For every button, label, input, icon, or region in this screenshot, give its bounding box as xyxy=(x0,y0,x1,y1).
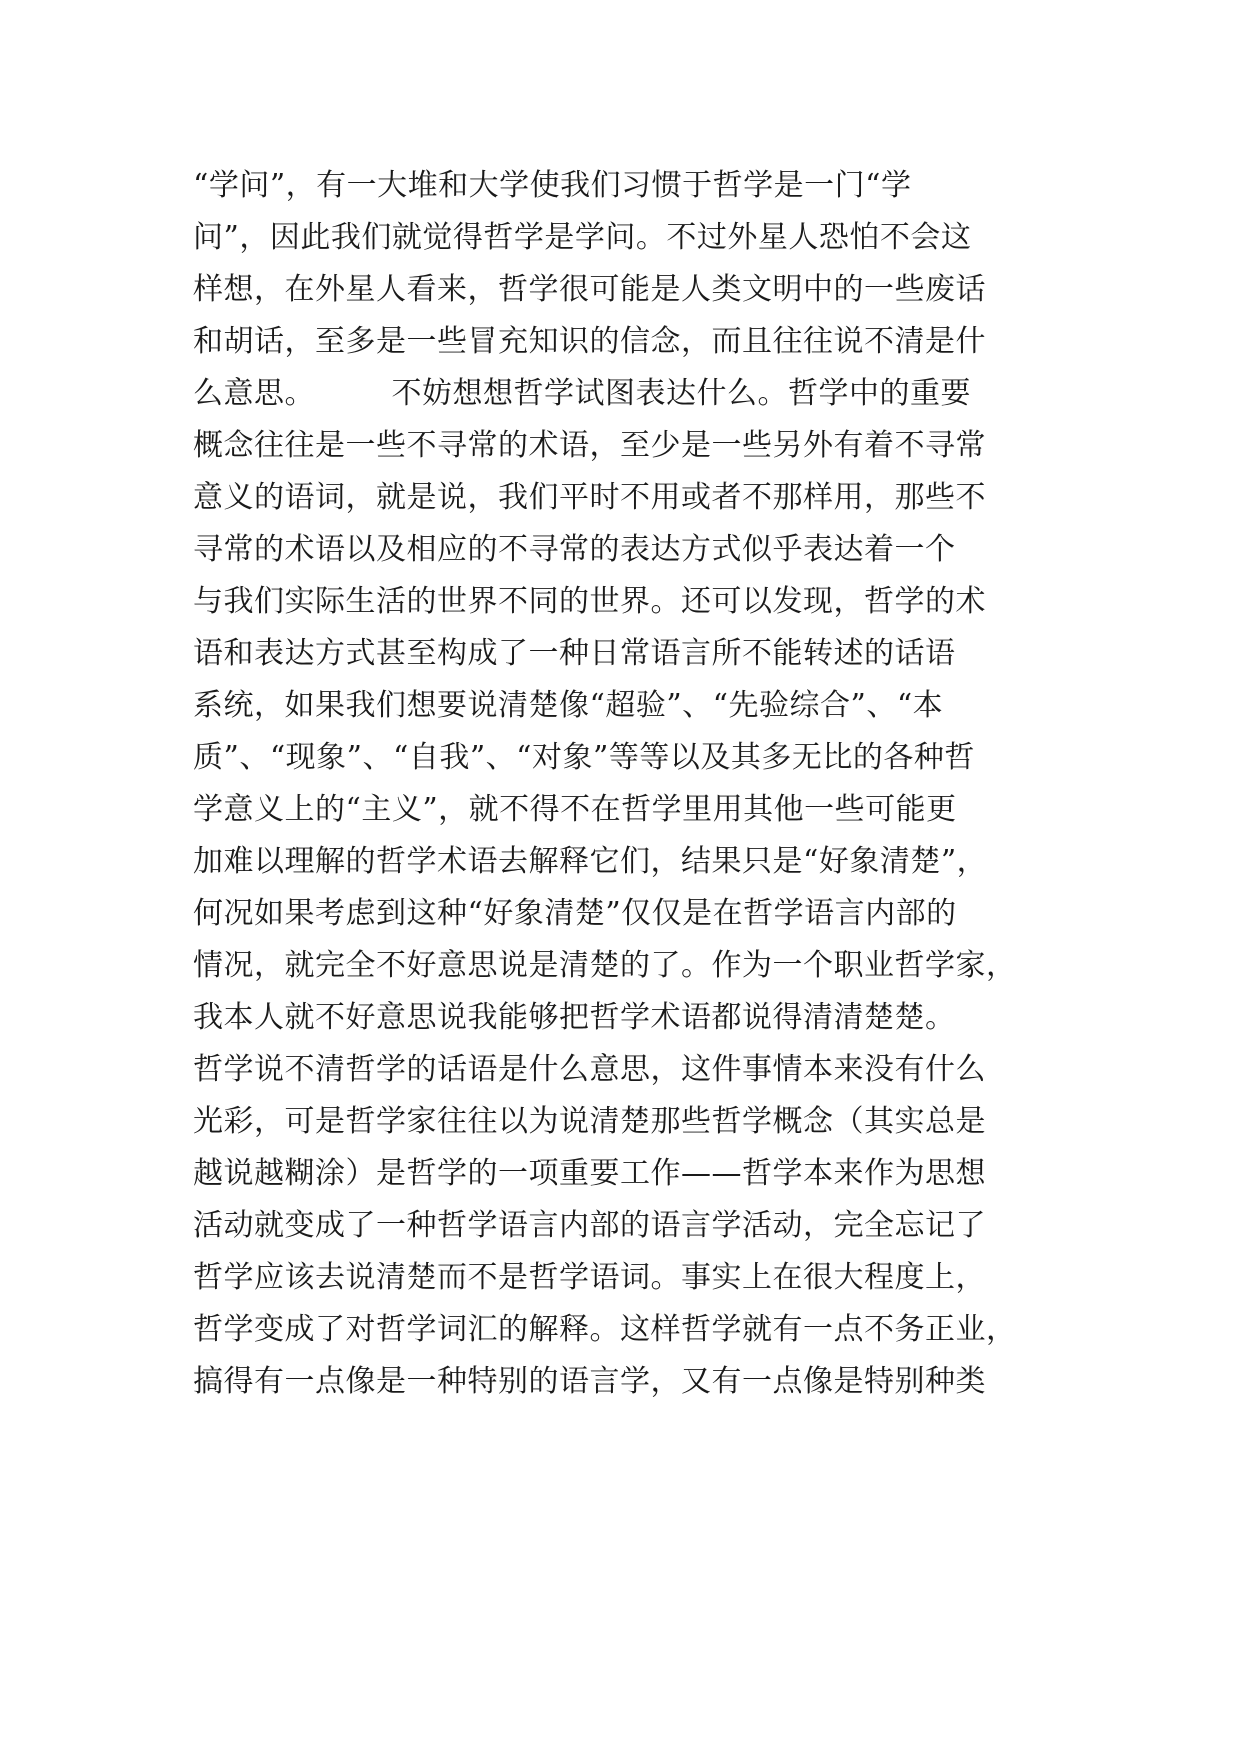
text-line: 问”，因此我们就觉得哲学是学问。不过外星人恐怕不会这 xyxy=(193,220,972,255)
text-line: 和胡话，至多是一些冒充知识的信念，而且往往说不清是什 xyxy=(193,324,986,359)
text-line: 光彩，可是哲学家往往以为说清楚那些哲学概念（其实总是 xyxy=(193,1104,986,1139)
text-line: 语和表达方式甚至构成了一种日常语言所不能转述的话语 xyxy=(193,636,956,671)
text-line: 情况，就完全不好意思说是清楚的了。作为一个职业哲学家， xyxy=(193,948,1017,983)
text-line: 质”、“现象”、“自我”、“对象”等等以及其多无比的各种哲 xyxy=(193,740,975,775)
text-line: 概念往往是一些不寻常的术语，至少是一些另外有着不寻常 xyxy=(193,428,986,463)
text-line: 哲学应该去说清楚而不是哲学语词。事实上在很大程度上， xyxy=(193,1260,986,1295)
text-line: 何况如果考虑到这种“好象清楚”仅仅是在哲学语言内部的 xyxy=(193,896,957,931)
text-line: 意义的语词，就是说，我们平时不用或者不那样用，那些不 xyxy=(193,480,986,515)
text-line: “学问”，有一大堆和大学使我们习惯于哲学是一门“学 xyxy=(193,168,912,203)
text-line: 与我们实际生活的世界不同的世界。还可以发现，哲学的术 xyxy=(193,584,986,619)
text-line: 我本人就不好意思说我能够把哲学术语都说得清清楚楚。 xyxy=(193,1000,956,1035)
text-line: 学意义上的“主义”，就不得不在哲学里用其他一些可能更 xyxy=(193,792,957,827)
text-line: 寻常的术语以及相应的不寻常的表达方式似乎表达着一个 xyxy=(193,532,956,567)
text-line: 系统，如果我们想要说清楚像“超验”、“先验综合”、“本 xyxy=(193,688,944,723)
text-line: 搞得有一点像是一种特别的语言学，又有一点像是特别种类 xyxy=(193,1364,986,1399)
text-line: 么意思。 不妨想想哲学试图表达什么。哲学中的重要 xyxy=(193,376,971,411)
text-line: 加难以理解的哲学术语去解释它们，结果只是“好象清楚”， xyxy=(193,844,988,879)
text-line: 活动就变成了一种哲学语言内部的语言学活动，完全忘记了 xyxy=(193,1208,986,1243)
text-line: 哲学变成了对哲学词汇的解释。这样哲学就有一点不务正业， xyxy=(193,1312,1017,1347)
text-line: 越说越糊涂）是哲学的一项重要工作——哲学本来作为思想 xyxy=(193,1156,986,1191)
body-text xyxy=(193,160,1053,1408)
text-line: 哲学说不清哲学的话语是什么意思，这件事情本来没有什么 xyxy=(193,1052,986,1087)
text-line: 样想，在外星人看来，哲学很可能是人类文明中的一些废话 xyxy=(193,272,986,307)
